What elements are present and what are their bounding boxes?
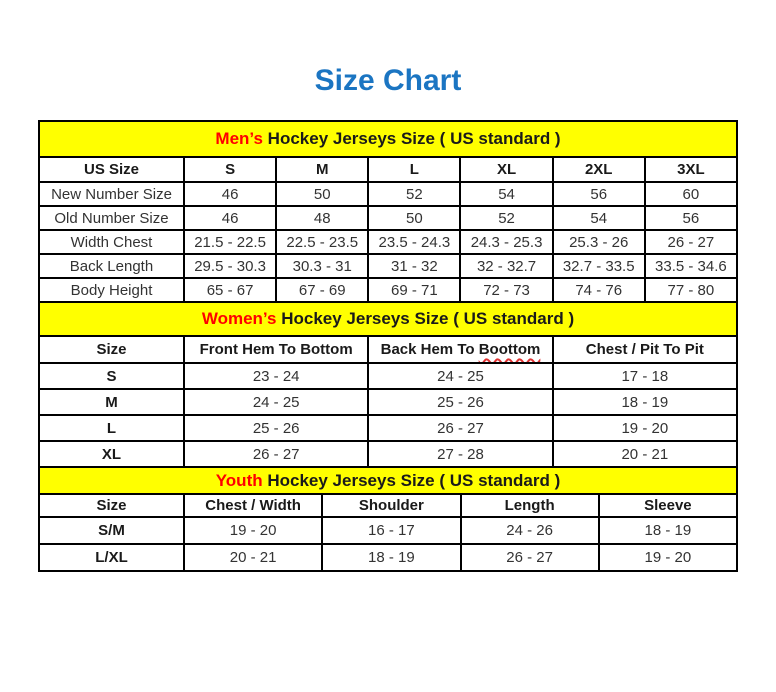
table-row-womens-xl <box>39 441 737 467</box>
size-value: 27 - 28 <box>368 441 552 467</box>
size-value: 20 - 21 <box>184 544 322 571</box>
col-header-shoulder: Shoulder <box>322 494 460 517</box>
col-header-chest-pit: Chest / Pit To Pit <box>553 336 737 363</box>
table-row-old-number-size <box>39 206 737 230</box>
size-value: 56 <box>553 182 645 206</box>
row-label: XL <box>39 441 184 467</box>
mens-accent-label: Men’s <box>215 129 263 148</box>
size-value: 56 <box>645 206 737 230</box>
mens-column-header-row <box>39 157 737 182</box>
row-label: L <box>39 415 184 441</box>
womens-section-header <box>39 302 737 336</box>
table-row-back-length <box>39 254 737 278</box>
size-value: 23 - 24 <box>184 363 368 389</box>
size-value: 26 - 27 <box>184 441 368 467</box>
row-label: M <box>39 389 184 415</box>
size-value: 69 - 71 <box>368 278 460 302</box>
col-header-front-hem: Front Hem To Bottom <box>184 336 368 363</box>
col-header-length: Length <box>461 494 599 517</box>
size-value: 25 - 26 <box>184 415 368 441</box>
size-tables <box>38 120 738 572</box>
row-label: Width Chest <box>39 230 184 254</box>
size-value: 19 - 20 <box>599 544 737 571</box>
page-title: Size Chart <box>314 64 462 97</box>
mens-title-rest: Hockey Jerseys Size ( US standard ) <box>262 129 561 148</box>
col-header-m: M <box>276 157 368 182</box>
youth-title-rest: Hockey Jerseys Size ( US standard ) <box>262 470 561 490</box>
size-value: 46 <box>184 182 276 206</box>
size-value: 50 <box>276 182 368 206</box>
row-label: Body Height <box>39 278 184 302</box>
size-value: 65 - 67 <box>184 278 276 302</box>
size-value: 24 - 26 <box>461 517 599 544</box>
table-row-body-height <box>39 278 737 302</box>
size-value: 48 <box>276 206 368 230</box>
size-value: 77 - 80 <box>645 278 737 302</box>
size-value: 54 <box>460 182 552 206</box>
womens-title-rest: Hockey Jerseys Size ( US standard ) <box>276 309 575 328</box>
col-header-chest-width: Chest / Width <box>184 494 322 517</box>
size-value: 25.3 - 26 <box>553 230 645 254</box>
size-value: 19 - 20 <box>184 517 322 544</box>
size-value: 26 - 27 <box>461 544 599 571</box>
womens-column-header-row <box>39 336 737 363</box>
table-row-womens-m <box>39 389 737 415</box>
size-value: 18 - 19 <box>322 544 460 571</box>
size-value: 25 - 26 <box>368 389 552 415</box>
size-value: 16 - 17 <box>322 517 460 544</box>
size-value: 32.7 - 33.5 <box>553 254 645 278</box>
youth-column-header-row <box>39 494 737 517</box>
mens-section-header-row <box>39 121 737 157</box>
size-value: 60 <box>645 182 737 206</box>
col-header-2xl: 2XL <box>553 157 645 182</box>
size-value: 54 <box>553 206 645 230</box>
col-header-s: S <box>184 157 276 182</box>
size-value: 20 - 21 <box>553 441 737 467</box>
row-label: S <box>39 363 184 389</box>
size-value: 32 - 32.7 <box>460 254 552 278</box>
size-value: 72 - 73 <box>460 278 552 302</box>
table-row-width-chest <box>39 230 737 254</box>
size-value: 52 <box>460 206 552 230</box>
row-label: Back Length <box>39 254 184 278</box>
size-value: 31 - 32 <box>368 254 460 278</box>
youth-size-table <box>38 466 738 572</box>
size-value: 21.5 - 22.5 <box>184 230 276 254</box>
table-row-womens-l <box>39 415 737 441</box>
womens-section-header-row <box>39 302 737 336</box>
col-header-size: Size <box>39 494 184 517</box>
col-header-3xl: 3XL <box>645 157 737 182</box>
size-value: 46 <box>184 206 276 230</box>
mens-size-table <box>38 120 738 303</box>
back-hem-prefix: Back Hem To <box>380 341 479 358</box>
col-header-us-size: US Size <box>39 157 184 182</box>
womens-accent-label: Women’s <box>201 309 277 328</box>
size-value: 22.5 - 23.5 <box>276 230 368 254</box>
table-row-youth-sm <box>39 517 737 544</box>
back-hem-misspelled-word: Boottom <box>478 341 541 358</box>
row-label: L/XL <box>39 544 184 571</box>
size-value: 50 <box>368 206 460 230</box>
size-value: 26 - 27 <box>368 415 552 441</box>
womens-size-table <box>38 301 738 468</box>
size-value: 74 - 76 <box>553 278 645 302</box>
row-label: S/M <box>39 517 184 544</box>
size-value: 17 - 18 <box>553 363 737 389</box>
col-header-xl: XL <box>460 157 552 182</box>
size-value: 18 - 19 <box>599 517 737 544</box>
youth-accent-label: Youth <box>215 470 263 490</box>
size-value: 26 - 27 <box>645 230 737 254</box>
row-label: New Number Size <box>39 182 184 206</box>
size-value: 24 - 25 <box>184 389 368 415</box>
row-label: Old Number Size <box>39 206 184 230</box>
table-row-womens-s <box>39 363 737 389</box>
size-value: 52 <box>368 182 460 206</box>
youth-section-header <box>39 467 737 494</box>
col-header-l: L <box>368 157 460 182</box>
table-row-youth-lxl <box>39 544 737 571</box>
size-value: 24 - 25 <box>368 363 552 389</box>
youth-section-header-row <box>39 467 737 494</box>
col-header-size: Size <box>39 336 184 363</box>
mens-section-header <box>39 121 737 157</box>
col-header-back-hem <box>368 336 552 363</box>
size-value: 23.5 - 24.3 <box>368 230 460 254</box>
size-value: 24.3 - 25.3 <box>460 230 552 254</box>
col-header-sleeve: Sleeve <box>599 494 737 517</box>
size-value: 19 - 20 <box>553 415 737 441</box>
size-value: 67 - 69 <box>276 278 368 302</box>
size-value: 29.5 - 30.3 <box>184 254 276 278</box>
table-row-new-number-size <box>39 182 737 206</box>
size-value: 33.5 - 34.6 <box>645 254 737 278</box>
size-value: 18 - 19 <box>553 389 737 415</box>
size-value: 30.3 - 31 <box>276 254 368 278</box>
